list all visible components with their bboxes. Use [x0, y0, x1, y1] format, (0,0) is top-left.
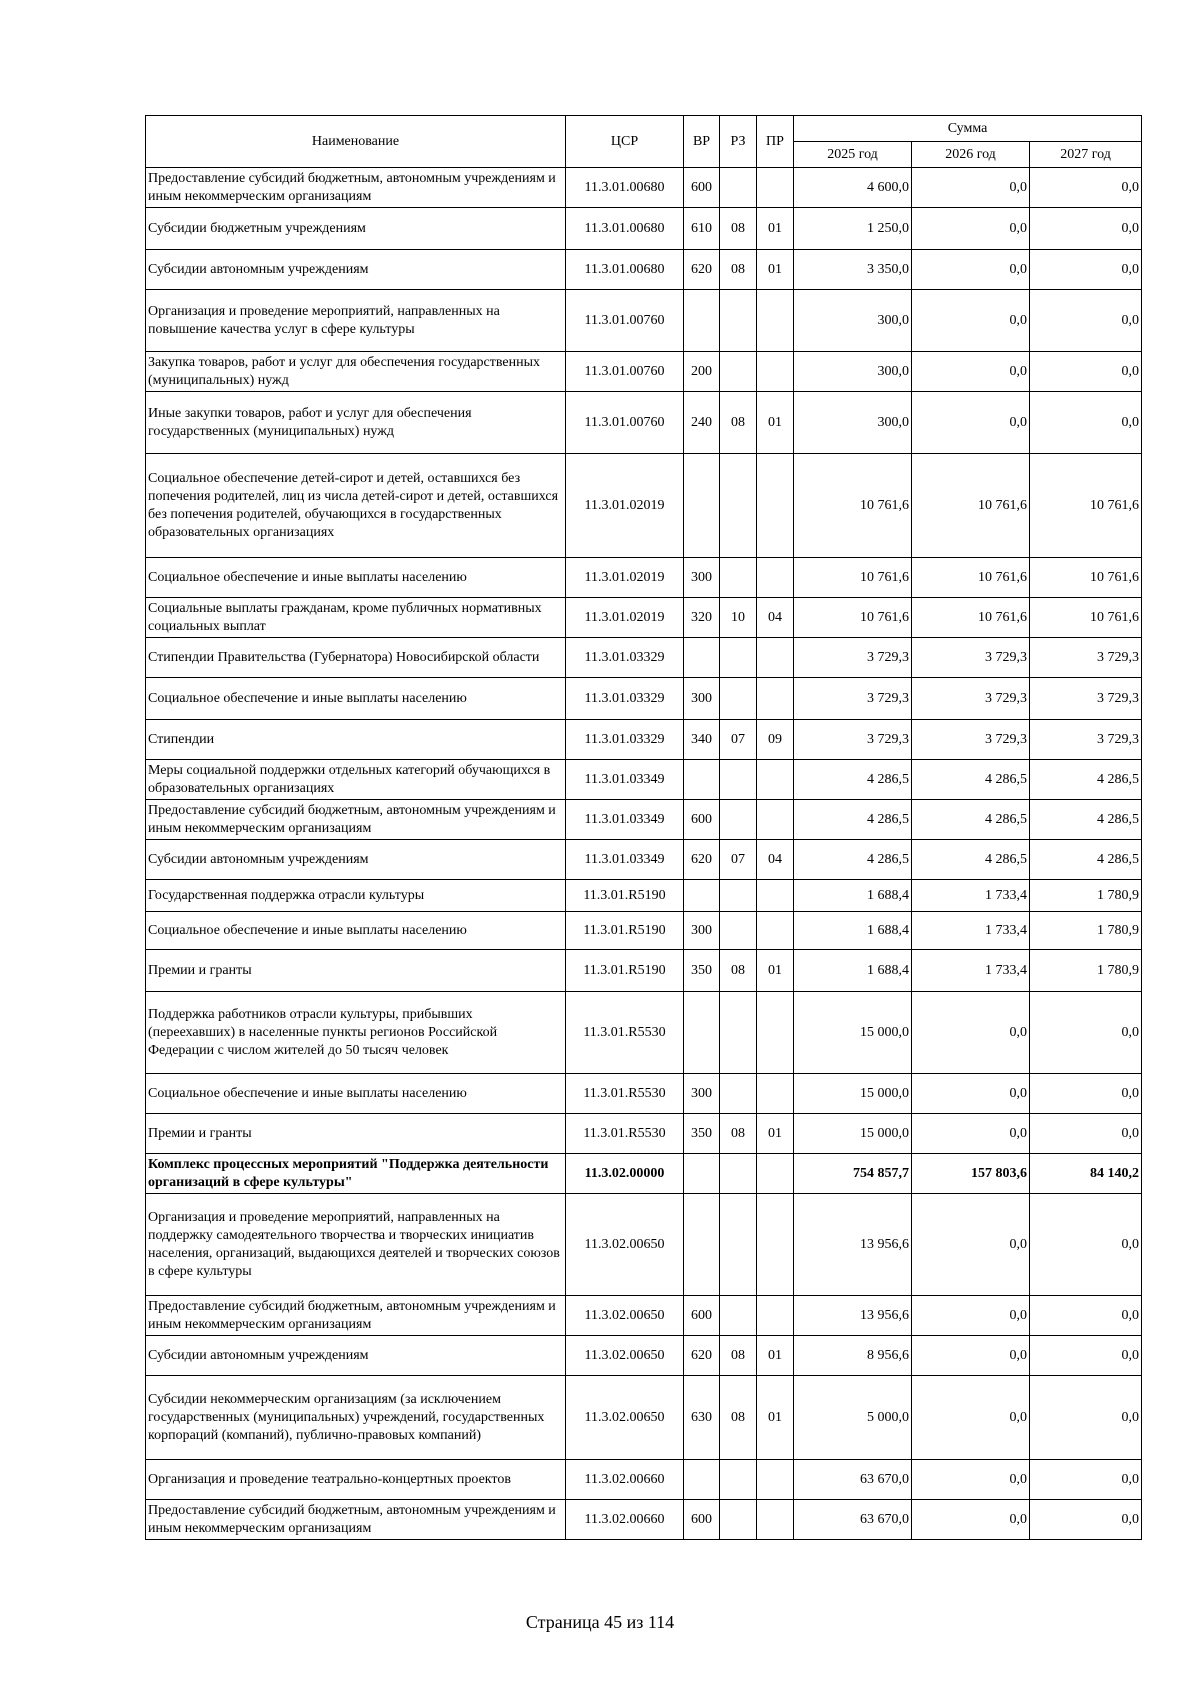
row-sum-2025: 13 956,6 — [794, 1296, 912, 1336]
table-row — [146, 912, 1142, 950]
row-csr: 11.3.01.R5530 — [566, 1074, 684, 1114]
row-pr: 01 — [757, 1376, 794, 1460]
row-rz — [720, 168, 757, 208]
row-sum-2026: 10 761,6 — [912, 598, 1030, 638]
row-pr — [757, 168, 794, 208]
row-csr: 11.3.02.00000 — [566, 1154, 684, 1194]
row-rz — [720, 880, 757, 912]
row-sum-2025: 300,0 — [794, 352, 912, 392]
row-csr: 11.3.01.03349 — [566, 840, 684, 880]
row-sum-2026: 0,0 — [912, 992, 1030, 1074]
row-rz: 10 — [720, 598, 757, 638]
header-year-2027: 2027 год — [1030, 142, 1142, 168]
row-vr — [684, 290, 720, 352]
row-rz: 08 — [720, 250, 757, 290]
row-name: Государственная поддержка отрасли культуры — [146, 880, 566, 912]
row-sum-2026: 0,0 — [912, 1114, 1030, 1154]
row-sum-2025: 63 670,0 — [794, 1500, 912, 1540]
row-pr — [757, 1460, 794, 1500]
row-sum-2027: 3 729,3 — [1030, 638, 1142, 678]
row-vr: 350 — [684, 1114, 720, 1154]
table-row — [146, 352, 1142, 392]
row-vr: 320 — [684, 598, 720, 638]
row-csr: 11.3.01.03329 — [566, 720, 684, 760]
table-row — [146, 290, 1142, 352]
row-pr — [757, 1296, 794, 1336]
row-name: Стипендии — [146, 720, 566, 760]
row-sum-2027: 0,0 — [1030, 168, 1142, 208]
row-rz — [720, 1154, 757, 1194]
row-sum-2026: 0,0 — [912, 208, 1030, 250]
row-sum-2026: 0,0 — [912, 168, 1030, 208]
row-pr — [757, 992, 794, 1074]
row-sum-2027: 0,0 — [1030, 992, 1142, 1074]
row-sum-2025: 3 729,3 — [794, 678, 912, 720]
table-row — [146, 880, 1142, 912]
row-sum-2027: 10 761,6 — [1030, 598, 1142, 638]
row-pr: 01 — [757, 208, 794, 250]
row-sum-2025: 15 000,0 — [794, 992, 912, 1074]
row-csr: 11.3.02.00650 — [566, 1194, 684, 1296]
row-name: Субсидии автономным учреждениям — [146, 1336, 566, 1376]
row-sum-2026: 0,0 — [912, 1460, 1030, 1500]
row-sum-2026: 3 729,3 — [912, 638, 1030, 678]
row-vr — [684, 1194, 720, 1296]
row-name: Предоставление субсидий бюджетным, автономным учреждениям и иным некоммерческим организациям — [146, 168, 566, 208]
row-sum-2027: 10 761,6 — [1030, 558, 1142, 598]
row-pr — [757, 638, 794, 678]
row-name: Предоставление субсидий бюджетным, автономным учреждениям и иным некоммерческим организациям — [146, 800, 566, 840]
row-vr: 620 — [684, 1336, 720, 1376]
row-pr — [757, 880, 794, 912]
row-vr: 600 — [684, 1500, 720, 1540]
row-sum-2025: 15 000,0 — [794, 1114, 912, 1154]
row-sum-2026: 1 733,4 — [912, 950, 1030, 992]
row-sum-2025: 3 350,0 — [794, 250, 912, 290]
row-sum-2025: 8 956,6 — [794, 1336, 912, 1376]
row-sum-2027: 0,0 — [1030, 352, 1142, 392]
row-sum-2027: 0,0 — [1030, 250, 1142, 290]
row-sum-2025: 13 956,6 — [794, 1194, 912, 1296]
row-name: Социальное обеспечение детей-сирот и детей, оставшихся без попечения родителей, лиц из числа детей-сирот и детей, оставшихся без попечения родителей, обучающихся в государственных образовательных организациях — [146, 454, 566, 558]
table-row — [146, 1376, 1142, 1460]
row-rz: 08 — [720, 1376, 757, 1460]
header-sum: Сумма — [794, 116, 1142, 142]
table-row — [146, 454, 1142, 558]
row-sum-2026: 0,0 — [912, 1194, 1030, 1296]
row-csr: 11.3.01.R5530 — [566, 1114, 684, 1154]
row-sum-2026: 3 729,3 — [912, 720, 1030, 760]
row-vr: 300 — [684, 1074, 720, 1114]
row-sum-2026: 10 761,6 — [912, 558, 1030, 598]
row-sum-2025: 1 688,4 — [794, 950, 912, 992]
row-sum-2026: 0,0 — [912, 250, 1030, 290]
header-year-2026: 2026 год — [912, 142, 1030, 168]
row-pr: 04 — [757, 840, 794, 880]
row-sum-2027: 4 286,5 — [1030, 800, 1142, 840]
row-sum-2026: 1 733,4 — [912, 880, 1030, 912]
row-sum-2025: 1 688,4 — [794, 912, 912, 950]
row-csr: 11.3.01.00760 — [566, 352, 684, 392]
row-pr — [757, 352, 794, 392]
row-sum-2026: 0,0 — [912, 1500, 1030, 1540]
row-pr — [757, 290, 794, 352]
table-row — [146, 598, 1142, 638]
row-name: Иные закупки товаров, работ и услуг для обеспечения государственных (муниципальных) нужд — [146, 392, 566, 454]
row-pr — [757, 454, 794, 558]
row-vr: 600 — [684, 1296, 720, 1336]
row-name: Субсидии автономным учреждениям — [146, 250, 566, 290]
row-sum-2025: 1 688,4 — [794, 880, 912, 912]
budget-table — [145, 115, 1142, 1540]
row-vr: 610 — [684, 208, 720, 250]
row-rz — [720, 352, 757, 392]
row-vr: 600 — [684, 800, 720, 840]
row-name: Предоставление субсидий бюджетным, автономным учреждениям и иным некоммерческим организациям — [146, 1500, 566, 1540]
row-rz — [720, 558, 757, 598]
header-csr: ЦСР — [566, 116, 684, 168]
row-vr — [684, 1460, 720, 1500]
row-rz — [720, 992, 757, 1074]
row-sum-2027: 0,0 — [1030, 1460, 1142, 1500]
row-csr: 11.3.01.R5530 — [566, 992, 684, 1074]
row-name: Организация и проведение мероприятий, направленных на поддержку самодеятельного творчества и творческих инициатив населения, организаций, выдающихся деятелей и творческих союзов в сфере культуры — [146, 1194, 566, 1296]
row-sum-2026: 1 733,4 — [912, 912, 1030, 950]
row-name: Премии и гранты — [146, 1114, 566, 1154]
row-name: Стипендии Правительства (Губернатора) Новосибирской области — [146, 638, 566, 678]
row-pr: 01 — [757, 392, 794, 454]
row-csr: 11.3.01.00760 — [566, 290, 684, 352]
row-csr: 11.3.01.R5190 — [566, 912, 684, 950]
row-pr — [757, 1194, 794, 1296]
row-name: Организация и проведение мероприятий, направленных на повышение качества услуг в сфере культуры — [146, 290, 566, 352]
row-csr: 11.3.01.00680 — [566, 208, 684, 250]
row-sum-2027: 0,0 — [1030, 1336, 1142, 1376]
row-sum-2026: 0,0 — [912, 1296, 1030, 1336]
row-pr — [757, 558, 794, 598]
row-name: Комплекс процессных мероприятий "Поддержка деятельности организаций в сфере культуры" — [146, 1154, 566, 1194]
row-csr: 11.3.02.00660 — [566, 1500, 684, 1540]
row-sum-2027: 84 140,2 — [1030, 1154, 1142, 1194]
row-name: Социальное обеспечение и иные выплаты населению — [146, 678, 566, 720]
row-pr — [757, 678, 794, 720]
row-rz — [720, 454, 757, 558]
row-sum-2025: 10 761,6 — [794, 454, 912, 558]
table-row — [146, 638, 1142, 678]
row-sum-2026: 4 286,5 — [912, 840, 1030, 880]
row-sum-2027: 0,0 — [1030, 208, 1142, 250]
row-name: Субсидии бюджетным учреждениям — [146, 208, 566, 250]
row-vr — [684, 638, 720, 678]
row-sum-2025: 10 761,6 — [794, 598, 912, 638]
row-name: Субсидии автономным учреждениям — [146, 840, 566, 880]
row-csr: 11.3.02.00650 — [566, 1296, 684, 1336]
row-sum-2025: 300,0 — [794, 290, 912, 352]
table-row — [146, 1460, 1142, 1500]
table-row — [146, 1296, 1142, 1336]
row-sum-2025: 3 729,3 — [794, 638, 912, 678]
row-pr — [757, 912, 794, 950]
table-row — [146, 1154, 1142, 1194]
row-vr: 600 — [684, 168, 720, 208]
row-pr — [757, 1154, 794, 1194]
table-row — [146, 208, 1142, 250]
row-vr: 300 — [684, 912, 720, 950]
row-csr: 11.3.01.02019 — [566, 454, 684, 558]
row-sum-2026: 4 286,5 — [912, 760, 1030, 800]
row-csr: 11.3.01.02019 — [566, 598, 684, 638]
row-csr: 11.3.01.00680 — [566, 168, 684, 208]
row-vr: 300 — [684, 558, 720, 598]
row-sum-2027: 1 780,9 — [1030, 950, 1142, 992]
row-sum-2027: 0,0 — [1030, 392, 1142, 454]
table-body — [146, 168, 1142, 1540]
row-sum-2027: 4 286,5 — [1030, 840, 1142, 880]
table-row — [146, 168, 1142, 208]
row-sum-2026: 3 729,3 — [912, 678, 1030, 720]
row-pr: 01 — [757, 1336, 794, 1376]
row-pr — [757, 1500, 794, 1540]
table-row — [146, 678, 1142, 720]
page-number: Страница 45 из 114 — [525, 1612, 675, 1632]
row-sum-2025: 4 600,0 — [794, 168, 912, 208]
row-csr: 11.3.02.00650 — [566, 1376, 684, 1460]
row-csr: 11.3.01.00680 — [566, 250, 684, 290]
table-row — [146, 760, 1142, 800]
row-sum-2027: 3 729,3 — [1030, 720, 1142, 760]
row-pr: 01 — [757, 1114, 794, 1154]
row-rz — [720, 1194, 757, 1296]
header-name: Наименование — [146, 116, 566, 168]
row-pr: 04 — [757, 598, 794, 638]
row-rz — [720, 800, 757, 840]
row-vr: 240 — [684, 392, 720, 454]
table-row — [146, 558, 1142, 598]
row-sum-2027: 0,0 — [1030, 1114, 1142, 1154]
row-sum-2027: 4 286,5 — [1030, 760, 1142, 800]
row-sum-2025: 10 761,6 — [794, 558, 912, 598]
row-rz: 08 — [720, 1336, 757, 1376]
row-pr — [757, 1074, 794, 1114]
row-csr: 11.3.02.00650 — [566, 1336, 684, 1376]
row-rz — [720, 760, 757, 800]
row-sum-2026: 10 761,6 — [912, 454, 1030, 558]
row-csr: 11.3.01.02019 — [566, 558, 684, 598]
row-vr: 340 — [684, 720, 720, 760]
table-row — [146, 950, 1142, 992]
table-row — [146, 1074, 1142, 1114]
row-rz: 07 — [720, 840, 757, 880]
table-row — [146, 800, 1142, 840]
row-vr: 350 — [684, 950, 720, 992]
row-sum-2025: 4 286,5 — [794, 800, 912, 840]
row-name: Социальное обеспечение и иные выплаты населению — [146, 1074, 566, 1114]
row-name: Организация и проведение театрально-концертных проектов — [146, 1460, 566, 1500]
row-vr: 200 — [684, 352, 720, 392]
table-row — [146, 1336, 1142, 1376]
table-row — [146, 1114, 1142, 1154]
row-sum-2026: 0,0 — [912, 1074, 1030, 1114]
row-vr: 630 — [684, 1376, 720, 1460]
row-name: Премии и гранты — [146, 950, 566, 992]
row-vr — [684, 992, 720, 1074]
row-sum-2025: 3 729,3 — [794, 720, 912, 760]
row-csr: 11.3.02.00660 — [566, 1460, 684, 1500]
row-sum-2027: 1 780,9 — [1030, 880, 1142, 912]
row-sum-2027: 10 761,6 — [1030, 454, 1142, 558]
row-sum-2026: 4 286,5 — [912, 800, 1030, 840]
row-sum-2027: 0,0 — [1030, 1194, 1142, 1296]
row-csr: 11.3.01.03329 — [566, 678, 684, 720]
row-pr: 09 — [757, 720, 794, 760]
row-name: Меры социальной поддержки отдельных категорий обучающихся в образовательных организациях — [146, 760, 566, 800]
row-rz — [720, 638, 757, 678]
row-sum-2025: 4 286,5 — [794, 840, 912, 880]
row-pr — [757, 800, 794, 840]
row-name: Закупка товаров, работ и услуг для обеспечения государственных (муниципальных) нужд — [146, 352, 566, 392]
row-sum-2026: 157 803,6 — [912, 1154, 1030, 1194]
row-sum-2027: 0,0 — [1030, 290, 1142, 352]
row-sum-2026: 0,0 — [912, 352, 1030, 392]
row-name: Субсидии некоммерческим организациям (за исключением государственных (муниципальных) учреждений, государственных корпораций (компаний), публично-правовых компаний) — [146, 1376, 566, 1460]
row-rz — [720, 1296, 757, 1336]
row-rz — [720, 290, 757, 352]
row-csr: 11.3.01.03349 — [566, 760, 684, 800]
row-vr: 300 — [684, 678, 720, 720]
row-rz — [720, 1074, 757, 1114]
row-sum-2027: 0,0 — [1030, 1376, 1142, 1460]
row-pr: 01 — [757, 250, 794, 290]
row-pr: 01 — [757, 950, 794, 992]
row-pr — [757, 760, 794, 800]
row-rz: 07 — [720, 720, 757, 760]
header-rz: РЗ — [720, 116, 757, 168]
row-rz: 08 — [720, 1114, 757, 1154]
row-sum-2025: 4 286,5 — [794, 760, 912, 800]
row-sum-2027: 0,0 — [1030, 1074, 1142, 1114]
row-sum-2025: 1 250,0 — [794, 208, 912, 250]
row-csr: 11.3.01.R5190 — [566, 880, 684, 912]
row-csr: 11.3.01.03349 — [566, 800, 684, 840]
row-csr: 11.3.01.R5190 — [566, 950, 684, 992]
row-vr — [684, 454, 720, 558]
row-rz — [720, 1500, 757, 1540]
header-vr: ВР — [684, 116, 720, 168]
row-rz — [720, 912, 757, 950]
table-row — [146, 1500, 1142, 1540]
row-sum-2027: 1 780,9 — [1030, 912, 1142, 950]
row-sum-2025: 5 000,0 — [794, 1376, 912, 1460]
table-row — [146, 392, 1142, 454]
row-csr: 11.3.01.00760 — [566, 392, 684, 454]
table-row — [146, 720, 1142, 760]
header-year-2025: 2025 год — [794, 142, 912, 168]
row-name: Предоставление субсидий бюджетным, автономным учреждениям и иным некоммерческим организациям — [146, 1296, 566, 1336]
row-csr: 11.3.01.03329 — [566, 638, 684, 678]
row-sum-2025: 15 000,0 — [794, 1074, 912, 1114]
table-row — [146, 1194, 1142, 1296]
row-vr — [684, 1154, 720, 1194]
row-vr: 620 — [684, 250, 720, 290]
row-rz — [720, 1460, 757, 1500]
row-rz: 08 — [720, 392, 757, 454]
row-sum-2025: 300,0 — [794, 392, 912, 454]
row-rz — [720, 678, 757, 720]
row-sum-2027: 3 729,3 — [1030, 678, 1142, 720]
row-name: Социальные выплаты гражданам, кроме публичных нормативных социальных выплат — [146, 598, 566, 638]
row-sum-2026: 0,0 — [912, 1336, 1030, 1376]
table-row — [146, 250, 1142, 290]
row-sum-2026: 0,0 — [912, 1376, 1030, 1460]
row-vr: 620 — [684, 840, 720, 880]
row-rz: 08 — [720, 950, 757, 992]
table-row — [146, 992, 1142, 1074]
row-sum-2027: 0,0 — [1030, 1500, 1142, 1540]
row-sum-2027: 0,0 — [1030, 1296, 1142, 1336]
row-name: Социальное обеспечение и иные выплаты населению — [146, 912, 566, 950]
row-vr — [684, 880, 720, 912]
row-rz: 08 — [720, 208, 757, 250]
header-pr: ПР — [757, 116, 794, 168]
row-vr — [684, 760, 720, 800]
row-sum-2025: 63 670,0 — [794, 1460, 912, 1500]
table-row — [146, 840, 1142, 880]
row-sum-2025: 754 857,7 — [794, 1154, 912, 1194]
row-name: Поддержка работников отрасли культуры, прибывших (переехавших) в населенные пункты регионов Российской Федерации с числом жителей до 50 тысяч человек — [146, 992, 566, 1074]
row-sum-2026: 0,0 — [912, 290, 1030, 352]
row-name: Социальное обеспечение и иные выплаты населению — [146, 558, 566, 598]
row-sum-2026: 0,0 — [912, 392, 1030, 454]
